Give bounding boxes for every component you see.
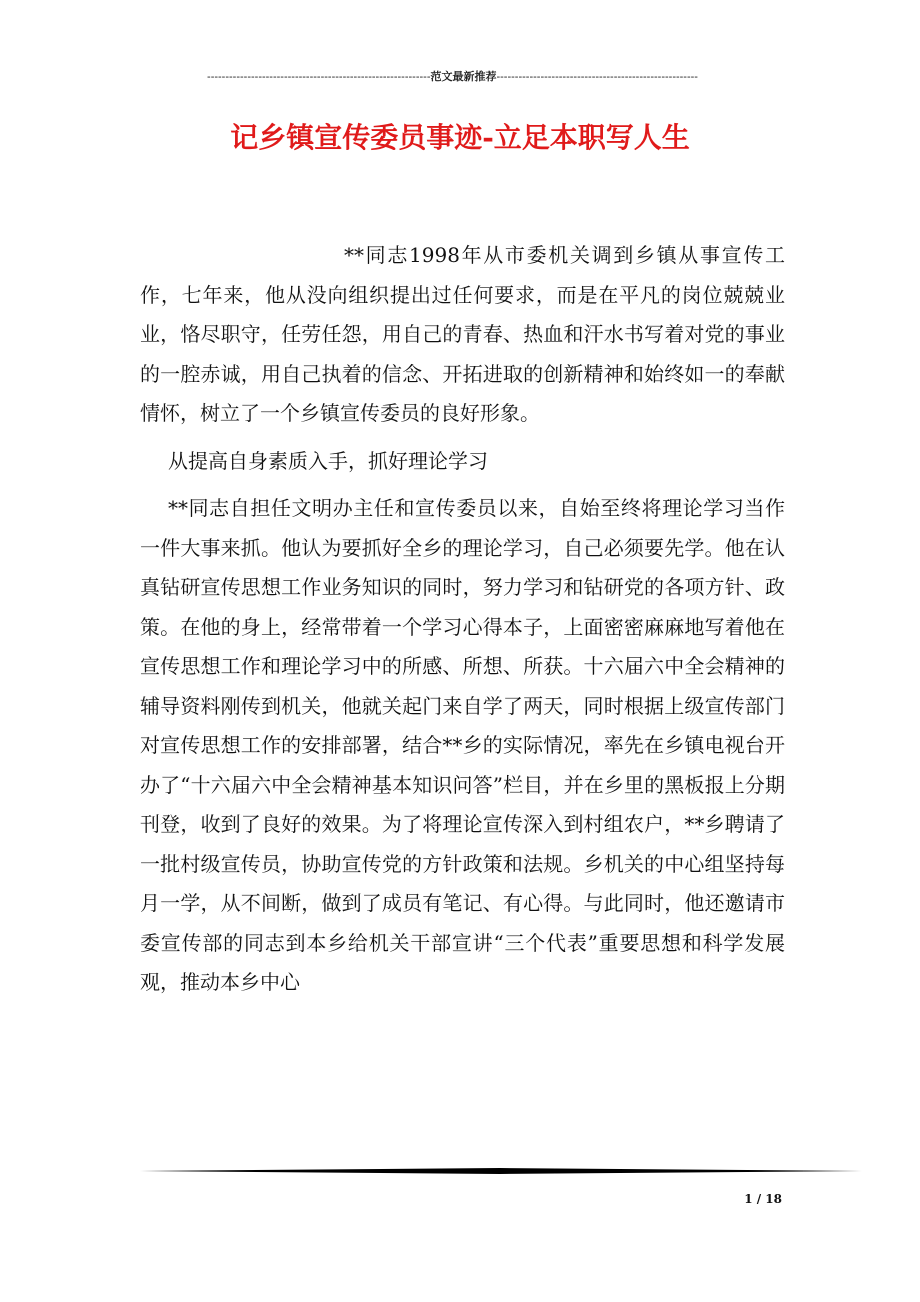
body-paragraph-1: **同志1998年从市委机关调到乡镇从事宣传工作，七年来，他从没向组织提出过任何要求，而是在平凡的岗位兢兢业业，恪尽职守，任劳任怨，用自己的青春、热血和汗水书写着对党的事业的一腔赤诚，用自己执着的信念、开拓进取的创新精神和始终如一的奉献情怀，树立了一个乡镇宣传委员的良好形象。 (140, 243, 785, 425)
footer-rule (140, 1168, 862, 1174)
section-subheading: 从提高自身素质入手，抓好理论学习 (168, 448, 488, 473)
header-dashes-left: ------------------------------------------------------------- (207, 71, 431, 83)
document-body (140, 236, 785, 1003)
header-label: 范文最新推荐 (430, 71, 497, 83)
page-number: 1 / 18 (744, 1192, 782, 1206)
body-paragraph-2: **同志自担任文明办主任和宣传委员以来，自始至终将理论学习当作一件大事来抓。他认为要抓好全乡的理论学习，自己必须要先学。他在认真钻研宣传思想工作业务知识的同时，努力学习和钻研党的各项方针、政策。在他的身上，经常带着一个学习心得本子，上面密密麻麻地写着他在宣传思想工作和理论学习中的所感、所想、所获。十六届六中全会精神的辅导资料刚传到机关，他就关起门来自学了两天，同时根据上级宣传部门对宣传思想工作的安排部署，结合**乡的实际情况，率先在乡镇电视台开办了“十六届六中全会精神基本知识问答”栏目，并在乡里的黑板报上分期刊登，收到了良好的效果。为了将理论宣传深入到村组农户，**乡聘请了一批村级宣传员，协助宣传党的方针政策和法规。乡机关的中心组坚持每月一学，从不间断，做到了成员有笔记、有心得。与此同时，他还邀请市委宣传部的同志到本乡给机关干部宣讲“三个代表”重要思想和科学发展观，推动本乡中心 (140, 496, 785, 994)
page-header (140, 68, 765, 86)
document-title: 记乡镇宣传委员事迹-立足本职写人生 (230, 121, 690, 154)
header-dashes-right: ------------------------------------------------------- (496, 71, 698, 83)
